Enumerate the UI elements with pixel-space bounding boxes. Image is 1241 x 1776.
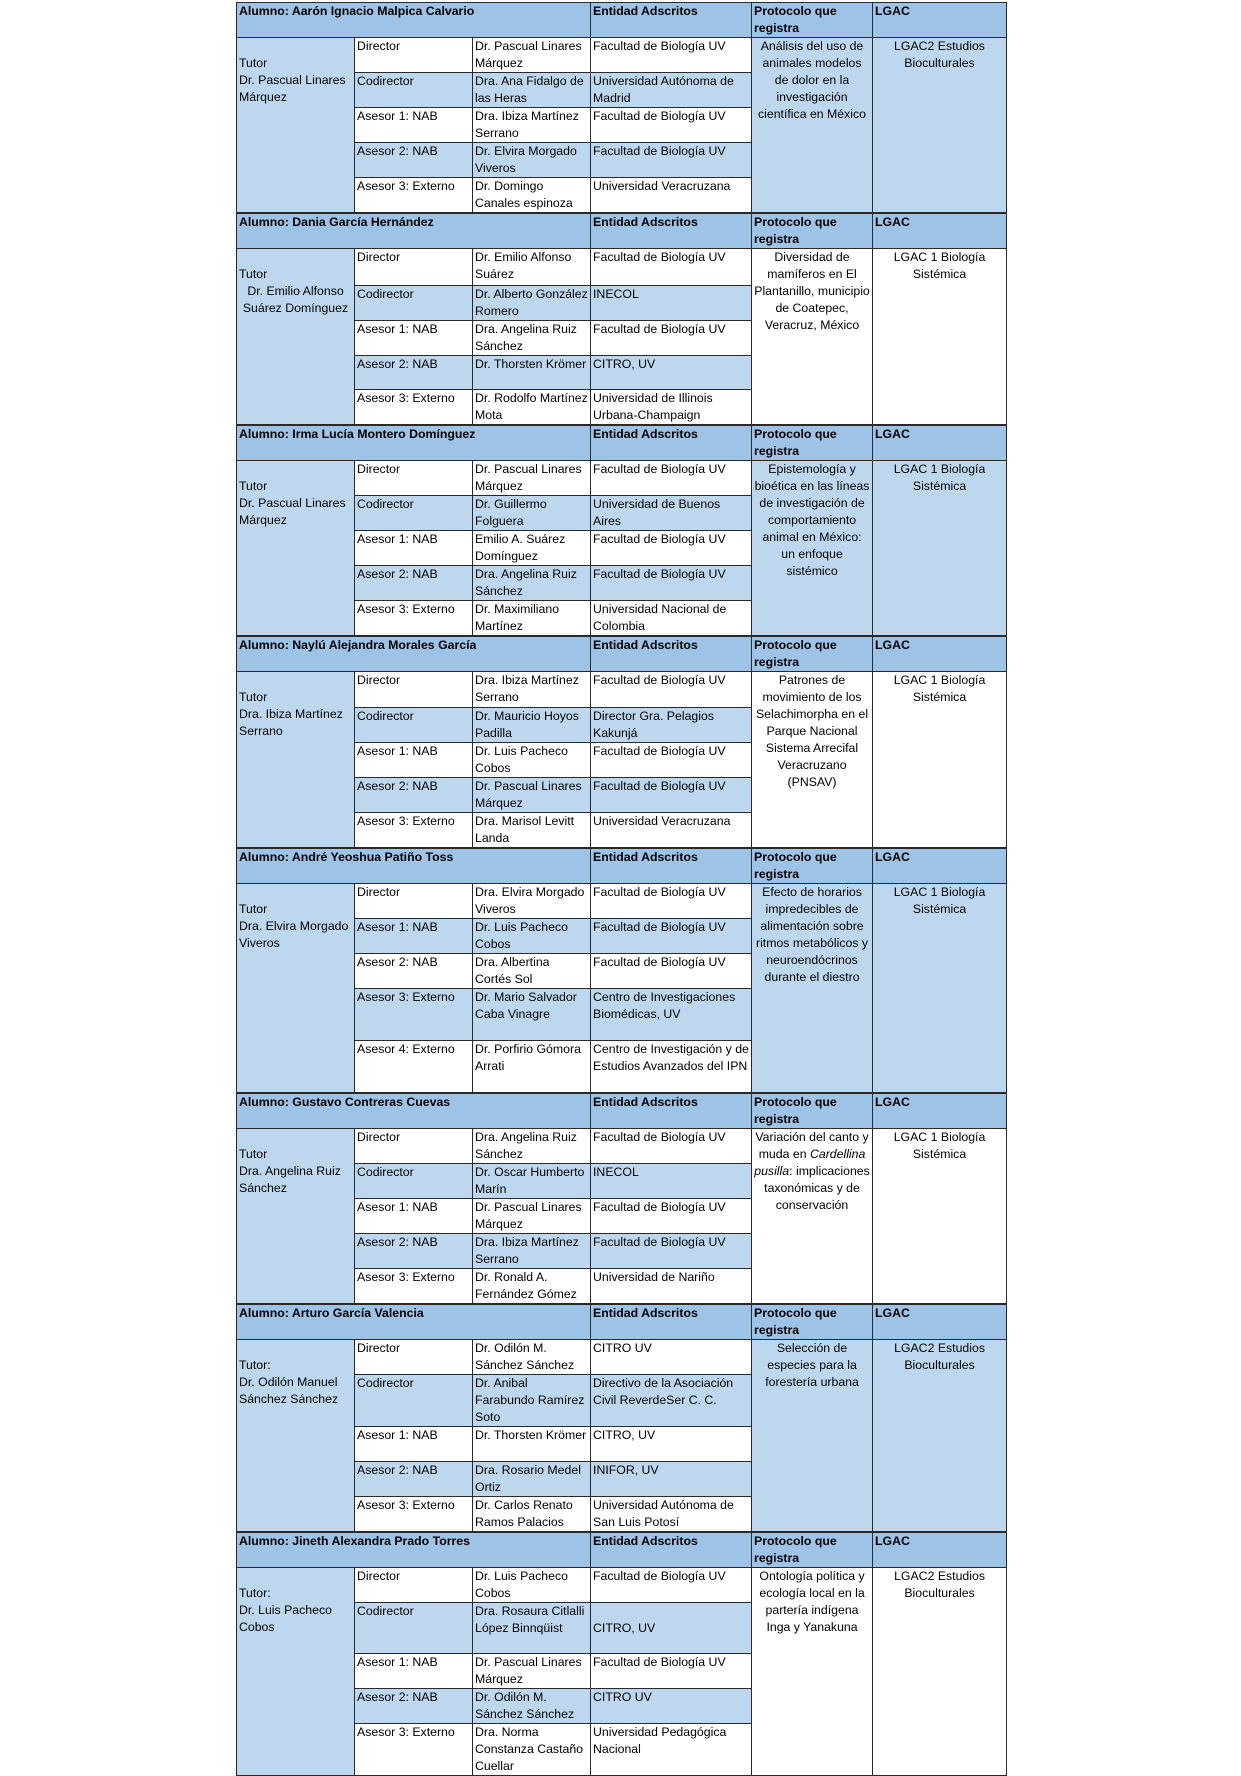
member-name: Dra. Rosaura Citlalli López Binnqüist: [473, 1603, 591, 1654]
member-name: Dra. Angelina Ruiz Sánchez: [473, 1129, 591, 1164]
lgac-header: LGAC: [873, 637, 1007, 672]
member-entity: Facultad de Biología UV: [591, 884, 752, 919]
member-name: Dra. Ibiza Martínez Serrano: [473, 672, 591, 708]
member-name: Dra. Rosario Medel Ortiz: [473, 1462, 591, 1497]
entity-header: Entidad Adscritos: [591, 214, 752, 249]
student-block-arturo: [236, 1304, 1007, 1532]
entity-header: Entidad Adscritos: [591, 849, 752, 884]
tutor-name: Dra. Angelina Ruiz Sánchez: [239, 1164, 341, 1195]
role-cell: Asesor 1: NAB: [355, 1199, 473, 1234]
student-name: Alumno: Naylú Alejandra Morales García: [237, 637, 591, 672]
member-name: Dr. Pascual Linares Márquez: [473, 38, 591, 73]
role-cell: Director: [355, 249, 473, 286]
member-name: Dra. Marisol Levitt Landa: [473, 813, 591, 848]
member-name: Dr. Pascual Linares Márquez: [473, 778, 591, 813]
member-entity: INIFOR, UV: [591, 1462, 752, 1497]
role-cell: Codirector: [355, 1603, 473, 1654]
member-entity: Universidad Pedagógica Nacional: [591, 1724, 752, 1776]
lgac-header: LGAC: [873, 426, 1007, 461]
member-name: Emilio A. Suárez Domínguez: [473, 531, 591, 566]
role-cell: Director: [355, 38, 473, 73]
role-cell: Asesor 1: NAB: [355, 531, 473, 566]
lgac-value: LGAC 1 Biología Sistémica: [873, 672, 1007, 848]
member-entity: Universidad Autónoma de Madrid: [591, 73, 752, 108]
member-entity: Universidad Veracruzana: [591, 178, 752, 213]
role-cell: Director: [355, 461, 473, 496]
tutor-label: Tutor: [239, 479, 268, 493]
tutor-cell: [237, 1340, 355, 1532]
tutor-label: Tutor: [239, 1147, 268, 1161]
tutor-cell: [237, 461, 355, 636]
member-entity: Centro de Investigación y de Estudios Avanzados del IPN: [591, 1041, 752, 1093]
role-cell: Director: [355, 1568, 473, 1603]
lgac-header: LGAC: [873, 3, 1007, 38]
student-block-jineth: [236, 1532, 1007, 1776]
member-entity: Facultad de Biología UV: [591, 1568, 752, 1603]
role-cell: Asesor 3: Externo: [355, 989, 473, 1041]
member-name: Dr. Luis Pacheco Cobos: [473, 743, 591, 778]
tutor-cell: [237, 1568, 355, 1776]
role-cell: Director: [355, 1129, 473, 1164]
tutor-name: Dr. Pascual Linares Márquez: [239, 73, 346, 104]
student-name: Alumno: André Yeoshua Patiño Toss: [237, 849, 591, 884]
member-entity: Universidad Autónoma de San Luis Potosí: [591, 1497, 752, 1532]
member-entity: Facultad de Biología UV: [591, 672, 752, 708]
role-cell: Asesor 2: NAB: [355, 954, 473, 989]
protocol-header: Protocolo que registra: [752, 1533, 873, 1568]
member-entity: Universidad de Illinois Urbana-Champaign: [591, 390, 752, 425]
protocol-title: [752, 1129, 873, 1304]
role-cell: Asesor 2: NAB: [355, 566, 473, 601]
member-name: Dr. Domingo Canales espinoza: [473, 178, 591, 213]
entity-header: Entidad Adscritos: [591, 426, 752, 461]
student-name: Alumno: Dania García Hernández: [237, 214, 591, 249]
member-name: Dr. Elvira Morgado Viveros: [473, 143, 591, 178]
role-cell: Director: [355, 672, 473, 708]
role-cell: Asesor 1: NAB: [355, 321, 473, 356]
protocol-title: Análisis del uso de animales modelos de dolor en la investigación científica en México: [752, 38, 873, 213]
member-entity: Facultad de Biología UV: [591, 531, 752, 566]
protocol-title: Patrones de movimiento de los Selachimorpha en el Parque Nacional Sistema Arrecifal Veracruzano (PNSAV): [752, 672, 873, 848]
tutor-label: Tutor:: [239, 1586, 271, 1600]
member-name: Dra. Ibiza Martínez Serrano: [473, 108, 591, 143]
tutor-name: Dr. Pascual Linares Márquez: [239, 496, 346, 527]
member-entity: Universidad Veracruzana: [591, 813, 752, 848]
member-entity: Facultad de Biología UV: [591, 143, 752, 178]
member-name: Dr. Pascual Linares Márquez: [473, 1199, 591, 1234]
member-entity: Facultad de Biología UV: [591, 1234, 752, 1269]
role-cell: Asesor 3: Externo: [355, 390, 473, 425]
protocol-header: Protocolo que registra: [752, 1094, 873, 1129]
member-entity: CITRO, UV: [591, 356, 752, 390]
role-cell: Asesor 3: Externo: [355, 178, 473, 213]
tutor-label: Tutor: [239, 690, 268, 704]
student-block-aaron: [236, 2, 1007, 213]
member-entity: INECOL: [591, 286, 752, 321]
role-cell: Asesor 2: NAB: [355, 1234, 473, 1269]
role-cell: Director: [355, 884, 473, 919]
member-name: Dr. Rodolfo Martínez Mota: [473, 390, 591, 425]
protocol-header: Protocolo que registra: [752, 3, 873, 38]
member-name: Dr. Odilón M. Sánchez Sánchez: [473, 1689, 591, 1724]
member-name: Dra. Ibiza Martínez Serrano: [473, 1234, 591, 1269]
lgac-value: LGAC2 Estudios Bioculturales: [873, 38, 1007, 213]
role-cell: Codirector: [355, 496, 473, 531]
entity-header: Entidad Adscritos: [591, 1533, 752, 1568]
lgac-value: LGAC 1 Biología Sistémica: [873, 249, 1007, 425]
student-name: Alumno: Aarón Ignacio Malpica Calvario: [237, 3, 591, 38]
tutor-cell: [237, 884, 355, 1093]
member-name: Dra. Elvira Morgado Viveros: [473, 884, 591, 919]
protocol-title: Diversidad de mamíferos en El Plantanillo, municipio de Coatepec, Veracruz, México: [752, 249, 873, 425]
member-name: Dr. Luis Pacheco Cobos: [473, 919, 591, 954]
member-name: Dr. Thorsten Krömer: [473, 356, 591, 390]
member-name: Dra. Angelina Ruiz Sánchez: [473, 321, 591, 356]
member-name: Dra. Angelina Ruiz Sánchez: [473, 566, 591, 601]
protocol-title: Efecto de horarios impredecibles de alimentación sobre ritmos metabólicos y neuroendócrinos durante el diestro: [752, 884, 873, 1093]
tutor-name: Dra. Elvira Morgado Viveros: [239, 919, 349, 950]
tutor-label: Tutor:: [239, 1358, 271, 1372]
member-entity: Facultad de Biología UV: [591, 566, 752, 601]
role-cell: Asesor 3: Externo: [355, 813, 473, 848]
member-name: Dr. Oscar Humberto Marín: [473, 1164, 591, 1199]
entity-header: Entidad Adscritos: [591, 3, 752, 38]
member-name: Dr. Carlos Renato Ramos Palacios: [473, 1497, 591, 1532]
role-cell: Asesor 1: NAB: [355, 1427, 473, 1462]
member-name: Dr. Ronald A. Fernández Gómez: [473, 1269, 591, 1304]
entity-header: Entidad Adscritos: [591, 637, 752, 672]
role-cell: Asesor 1: NAB: [355, 1654, 473, 1689]
member-entity: Director Gra. Pelagios Kakunjá: [591, 708, 752, 743]
lgac-header: LGAC: [873, 214, 1007, 249]
member-name: Dr. Porfirio Gómora Arrati: [473, 1041, 591, 1093]
student-name: Alumno: Gustavo Contreras Cuevas: [237, 1094, 591, 1129]
student-block-naylu: [236, 636, 1007, 848]
role-cell: Asesor 1: NAB: [355, 919, 473, 954]
member-entity: Centro de Investigaciones Biomédicas, UV: [591, 989, 752, 1041]
member-name: Dr. Mario Salvador Caba Vinagre: [473, 989, 591, 1041]
member-entity: Facultad de Biología UV: [591, 321, 752, 356]
role-cell: Asesor 3: Externo: [355, 1269, 473, 1304]
member-entity: Universidad de Buenos Aires: [591, 496, 752, 531]
lgac-header: LGAC: [873, 849, 1007, 884]
member-name: Dr. Maximiliano Martínez: [473, 601, 591, 636]
member-entity: Directivo de la Asociación Civil ReverdeSer C. C.: [591, 1375, 752, 1427]
member-name: Dra. Norma Constanza Castaño Cuellar: [473, 1724, 591, 1776]
tutor-cell: [237, 249, 355, 425]
tutor-label: Tutor: [239, 267, 268, 281]
lgac-value: LGAC2 Estudios Bioculturales: [873, 1568, 1007, 1776]
protocol-header: Protocolo que registra: [752, 214, 873, 249]
protocol-title: Ontología política y ecología local en la partería indígena Inga y Yanakuna: [752, 1568, 873, 1776]
role-cell: Asesor 2: NAB: [355, 356, 473, 390]
role-cell: Codirector: [355, 73, 473, 108]
tutor-name: Dr. Luis Pacheco Cobos: [239, 1603, 332, 1634]
role-cell: Codirector: [355, 708, 473, 743]
member-name: Dr. Odilón M. Sánchez Sánchez: [473, 1340, 591, 1375]
protocol-text-start: Variación del canto y muda en: [755, 1130, 869, 1161]
role-cell: Director: [355, 1340, 473, 1375]
tutor-name: Dra. Ibiza Martínez Serrano: [239, 707, 343, 738]
member-entity: INECOL: [591, 1164, 752, 1199]
member-entity: Facultad de Biología UV: [591, 461, 752, 496]
member-name: Dr. Mauricio Hoyos Padilla: [473, 708, 591, 743]
lgac-value: LGAC 1 Biología Sistémica: [873, 1129, 1007, 1304]
role-cell: Codirector: [355, 1375, 473, 1427]
protocol-header: Protocolo que registra: [752, 426, 873, 461]
member-name: Dr. Pascual Linares Márquez: [473, 1654, 591, 1689]
tutor-cell: [237, 38, 355, 213]
tutor-cell: [237, 1129, 355, 1304]
protocol-text-end: : implicaciones taxonómicas y de conservación: [764, 1164, 870, 1212]
student-name: Alumno: Irma Lucía Montero Domínguez: [237, 426, 591, 461]
role-cell: Asesor 2: NAB: [355, 1689, 473, 1724]
role-cell: Asesor 3: Externo: [355, 601, 473, 636]
member-entity: Facultad de Biología UV: [591, 954, 752, 989]
role-cell: Asesor 2: NAB: [355, 143, 473, 178]
committee-document: [236, 2, 1006, 1776]
member-entity: CITRO, UV: [591, 1427, 752, 1462]
member-name: Dr. Anibal Farabundo Ramírez Soto: [473, 1375, 591, 1427]
member-name: Dr. Alberto González Romero: [473, 286, 591, 321]
member-entity: Universidad de Nariño: [591, 1269, 752, 1304]
protocol-header: Protocolo que registra: [752, 849, 873, 884]
member-name: Dr. Thorsten Krömer: [473, 1427, 591, 1462]
student-block-irma: [236, 425, 1007, 636]
role-cell: Asesor 1: NAB: [355, 743, 473, 778]
species-name: Cardellina pusilla: [754, 1147, 866, 1178]
member-name: Dr. Luis Pacheco Cobos: [473, 1568, 591, 1603]
member-entity: CITRO UV: [591, 1340, 752, 1375]
member-entity: CITRO, UV: [591, 1603, 752, 1654]
lgac-value: LGAC2 Estudios Bioculturales: [873, 1340, 1007, 1532]
role-cell: Asesor 1: NAB: [355, 108, 473, 143]
member-entity: Facultad de Biología UV: [591, 1129, 752, 1164]
lgac-header: LGAC: [873, 1533, 1007, 1568]
entity-header: Entidad Adscritos: [591, 1094, 752, 1129]
member-entity: Facultad de Biología UV: [591, 108, 752, 143]
student-block-dania: [236, 213, 1007, 425]
student-block-andre: [236, 848, 1007, 1093]
tutor-label: Tutor: [239, 56, 268, 70]
member-entity: Facultad de Biología UV: [591, 1199, 752, 1234]
student-name: Alumno: Arturo García Valencia: [237, 1305, 591, 1340]
role-cell: Asesor 4: Externo: [355, 1041, 473, 1093]
member-entity: Universidad Nacional de Colombia: [591, 601, 752, 636]
member-entity: Facultad de Biología UV: [591, 38, 752, 73]
role-cell: Asesor 3: Externo: [355, 1724, 473, 1776]
role-cell: Codirector: [355, 286, 473, 321]
member-entity: Facultad de Biología UV: [591, 1654, 752, 1689]
student-block-gustavo: [236, 1093, 1007, 1304]
protocol-header: Protocolo que registra: [752, 637, 873, 672]
tutor-label: Tutor: [239, 902, 268, 916]
role-cell: Asesor 2: NAB: [355, 1462, 473, 1497]
protocol-header: Protocolo que registra: [752, 1305, 873, 1340]
lgac-header: LGAC: [873, 1094, 1007, 1129]
member-entity: Facultad de Biología UV: [591, 249, 752, 286]
lgac-value: LGAC 1 Biología Sistémica: [873, 884, 1007, 1093]
tutor-name: Dr. Odilón Manuel Sánchez Sánchez: [239, 1375, 339, 1406]
protocol-title: Selección de especies para la forestería urbana: [752, 1340, 873, 1532]
tutor-cell: [237, 672, 355, 848]
lgac-value: LGAC 1 Biología Sistémica: [873, 461, 1007, 636]
member-name: Dr. Guillermo Folguera: [473, 496, 591, 531]
tutor-name: Dr. Emilio Alfonso Suárez Domínguez: [242, 284, 349, 315]
member-entity: CITRO UV: [591, 1689, 752, 1724]
role-cell: Asesor 3: Externo: [355, 1497, 473, 1532]
role-cell: Asesor 2: NAB: [355, 778, 473, 813]
lgac-header: LGAC: [873, 1305, 1007, 1340]
student-name: Alumno: Jineth Alexandra Prado Torres: [237, 1533, 591, 1568]
member-entity: Facultad de Biología UV: [591, 778, 752, 813]
member-name: Dr. Emilio Alfonso Suárez: [473, 249, 591, 286]
member-entity: Facultad de Biología UV: [591, 743, 752, 778]
member-name: Dra. Albertina Cortés Sol: [473, 954, 591, 989]
entity-header: Entidad Adscritos: [591, 1305, 752, 1340]
role-cell: Codirector: [355, 1164, 473, 1199]
member-entity: Facultad de Biología UV: [591, 919, 752, 954]
member-name: Dr. Pascual Linares Márquez: [473, 461, 591, 496]
member-name: Dra. Ana Fidalgo de las Heras: [473, 73, 591, 108]
protocol-title: Epistemología y bioética en las líneas de investigación de comportamiento animal en México: un enfoque sistémico: [752, 461, 873, 636]
